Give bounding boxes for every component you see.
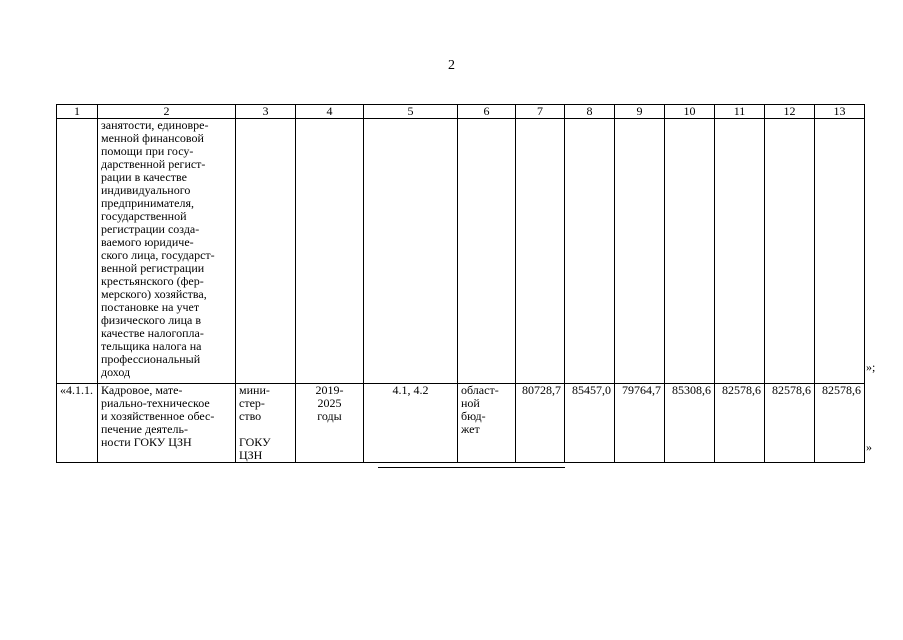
header-cell: 12 bbox=[765, 105, 815, 119]
amount-cell: 79764,7 bbox=[615, 384, 665, 463]
table-cell bbox=[615, 119, 665, 384]
funding-source-cell: област- ной бюд- жет bbox=[458, 384, 516, 463]
amount-cell: 80728,7 bbox=[516, 384, 565, 463]
table-cell bbox=[516, 119, 565, 384]
amount-cell: 85457,0 bbox=[565, 384, 615, 463]
table-cell bbox=[458, 119, 516, 384]
item-number-cell: «4.1.1. bbox=[57, 384, 98, 463]
executor-cell bbox=[236, 384, 296, 463]
amount-cell: 82578,6 bbox=[815, 384, 865, 463]
table-cell bbox=[665, 119, 715, 384]
header-cell: 8 bbox=[565, 105, 615, 119]
header-cell: 11 bbox=[715, 105, 765, 119]
header-cell: 2 bbox=[98, 105, 236, 119]
measure-description-cell: занятости, единовре- менной финансовой помощи при госу- дарственной регист- рации в качестве индивидуального предпринимателя, государственной регистрации созда- ваемого юридиче- ского лица, государст- венной регистрации крестьянского (фер- мерского) хозяйства, постановке на учет физического лица в качестве налогопла- тельщика налога на профессиональный доход bbox=[98, 119, 236, 384]
table-cell bbox=[236, 119, 296, 384]
table-cell bbox=[296, 119, 364, 384]
program-table bbox=[56, 104, 865, 463]
page-number: 2 bbox=[448, 58, 455, 73]
header-cell: 7 bbox=[516, 105, 565, 119]
header-cell: 13 bbox=[815, 105, 865, 119]
header-row bbox=[57, 105, 865, 119]
table-row-4-1-1 bbox=[57, 384, 865, 463]
amount-cell: 82578,6 bbox=[765, 384, 815, 463]
table-cell bbox=[715, 119, 765, 384]
executor-ministry: мини- стер- ство bbox=[239, 383, 270, 423]
header-cell: 3 bbox=[236, 105, 296, 119]
executor-goku: ГОКУ ЦЗН bbox=[239, 435, 271, 462]
header-cell: 5 bbox=[364, 105, 458, 119]
header-cell: 10 bbox=[665, 105, 715, 119]
table-cell bbox=[765, 119, 815, 384]
table-cell bbox=[364, 119, 458, 384]
table-cell bbox=[565, 119, 615, 384]
period-cell: 2019- 2025 годы bbox=[296, 384, 364, 463]
header-cell: 1 bbox=[57, 105, 98, 119]
quote-close-semicolon: »; bbox=[866, 360, 876, 374]
header-cell: 4 bbox=[296, 105, 364, 119]
quote-close: » bbox=[866, 440, 872, 454]
indicator-cell: 4.1, 4.2 bbox=[364, 384, 458, 463]
table-row-continuation bbox=[57, 119, 865, 384]
table-cell bbox=[57, 119, 98, 384]
table-cell bbox=[815, 119, 865, 384]
header-cell: 9 bbox=[615, 105, 665, 119]
amount-cell: 85308,6 bbox=[665, 384, 715, 463]
amount-cell: 82578,6 bbox=[715, 384, 765, 463]
separator-line bbox=[378, 467, 565, 468]
measure-description-cell: Кадровое, мате- риально-техническое и хозяйственное обес- печение деятель- ности ГОКУ ЦЗН bbox=[98, 384, 236, 463]
header-cell: 6 bbox=[458, 105, 516, 119]
